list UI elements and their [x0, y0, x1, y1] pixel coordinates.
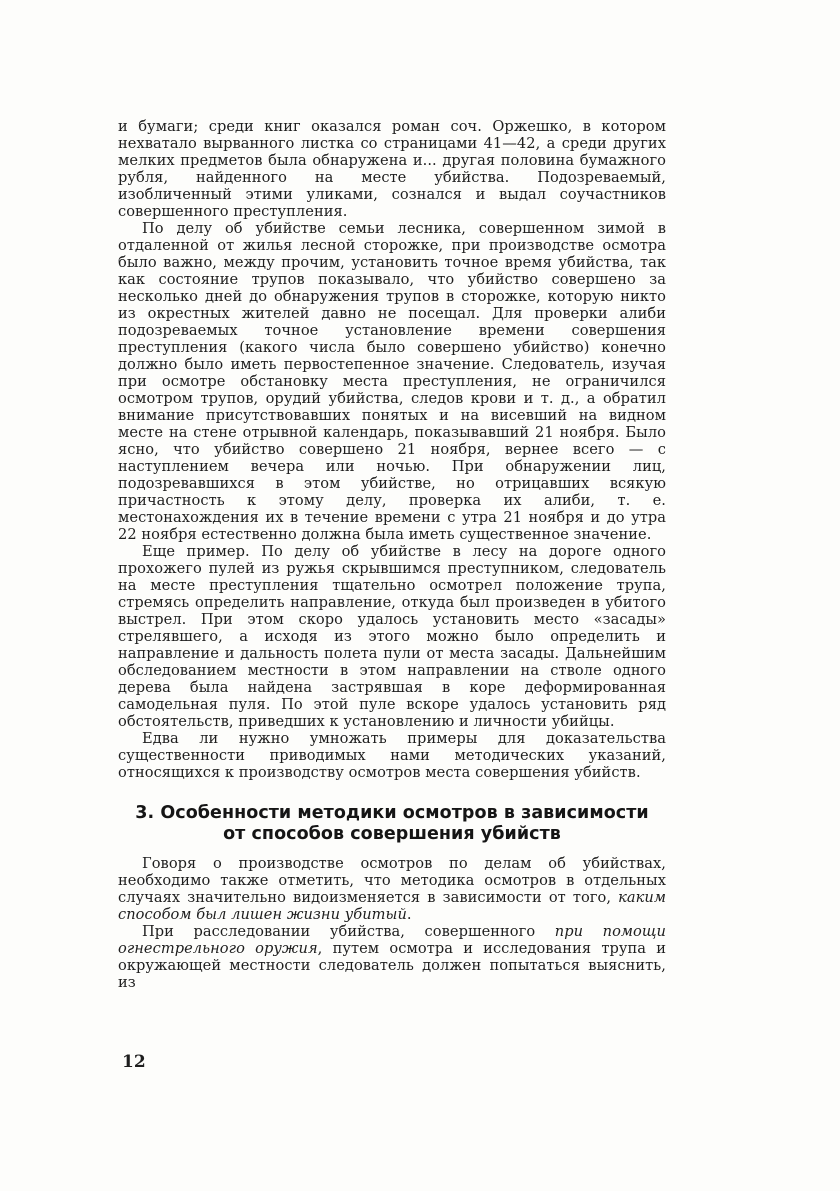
- paragraph-text: При расследовании убийства, совершенного: [142, 923, 555, 940]
- section-heading: [118, 803, 666, 845]
- paragraph-text-end: , путем осмотра и исследования трупа и окружающей местности следователь должен попытаться выяснить, из: [118, 940, 666, 991]
- paragraph: Еще пример. По делу об убийстве в лесу на дороге одного прохожего пулей из ружья скрывшимся преступником, следователь на месте преступления тщательно осмотрел положение трупа, стремясь определить направление, откуда был произведен в убитого выстрел. При этом скоро удалось установить место «засады» стрелявшего, а исходя из этого можно было определить и направление и дальность полета пули от места засады. Дальнейшим обследованием местности в этом направлении на стволе одного дерева была найдена застрявшая в коре деформированная самодельная пуля. По этой пуле вскоре удалось установить ряд обстоятельств, приведших к установлению и личности убийцы.: [118, 543, 666, 730]
- paragraph-italic-text: при помощи огнестрельного оружия: [118, 923, 667, 957]
- page-number: 12: [122, 1052, 146, 1072]
- paragraph: и бумаги; среди книг оказался роман соч. Оржешко, в котором нехватало вырванного листка со страницами 41—42, а среди других мелких предметов была обнаружена и... другая половина бумажного рубля, найденного на месте убийства. Подозреваемый, изобличенный этими уликами, сознался и выдал соучастников совершенного преступления.: [118, 118, 666, 220]
- body-text: [118, 118, 666, 991]
- paragraph-italic-text: каким способом был лишен жизни убитый: [118, 889, 666, 923]
- paragraph: Едва ли нужно умножать примеры для доказательства существенности приводимых нами методических указаний, относящихся к производству осмотров места совершения убийств.: [118, 730, 666, 781]
- paragraph-text-end: .: [406, 906, 412, 923]
- paragraph: [118, 855, 666, 923]
- paragraph: [118, 923, 666, 991]
- paragraph-text: Говоря о производстве осмотров по делам об убийствах, необходимо также отметить, что методика осмотров в отдельных случаях значительно видоизменяется в зависимости от того,: [118, 855, 666, 906]
- paragraph: По делу об убийстве семьи лесника, совершенном зимой в отдаленной от жилья лесной сторожке, при производстве осмотра было важно, между прочим, установить точное время убийства, так как состояние трупов показывало, что убийство совершено за несколько дней до обнаружения трупов в сторожке, которую никто из окрестных жителей давно не посещал. Для проверки алиби подозреваемых точное установление времени совершения преступления (какого числа было совершено убийство) конечно должно было иметь первостепенное значение. Следователь, изучая при осмотре обстановку места преступления, не ограничился осмотром трупов, орудий убийства, следов крови и т. д., а обратил внимание присутствовавших понятых и на висевший на видном месте на стене отрывной календарь, показывавший 21 ноября. Было ясно, что убийство совершено 21 ноября, вернее всего — с наступлением вечера или ночью. При обнаружении лиц, подозревавшихся в этом убийстве, но отрицавших всякую причастность к этому делу, проверка их алиби, т. е. местонахождения их в течение времени с утра 21 ноября и до утра 22 ноября естественно должна была иметь существенное значение.: [118, 220, 666, 543]
- section-heading-line-2: от способов совершения убийств: [223, 824, 561, 844]
- section-heading-line-1: 3. Особенности методики осмотров в зависимости: [135, 803, 649, 823]
